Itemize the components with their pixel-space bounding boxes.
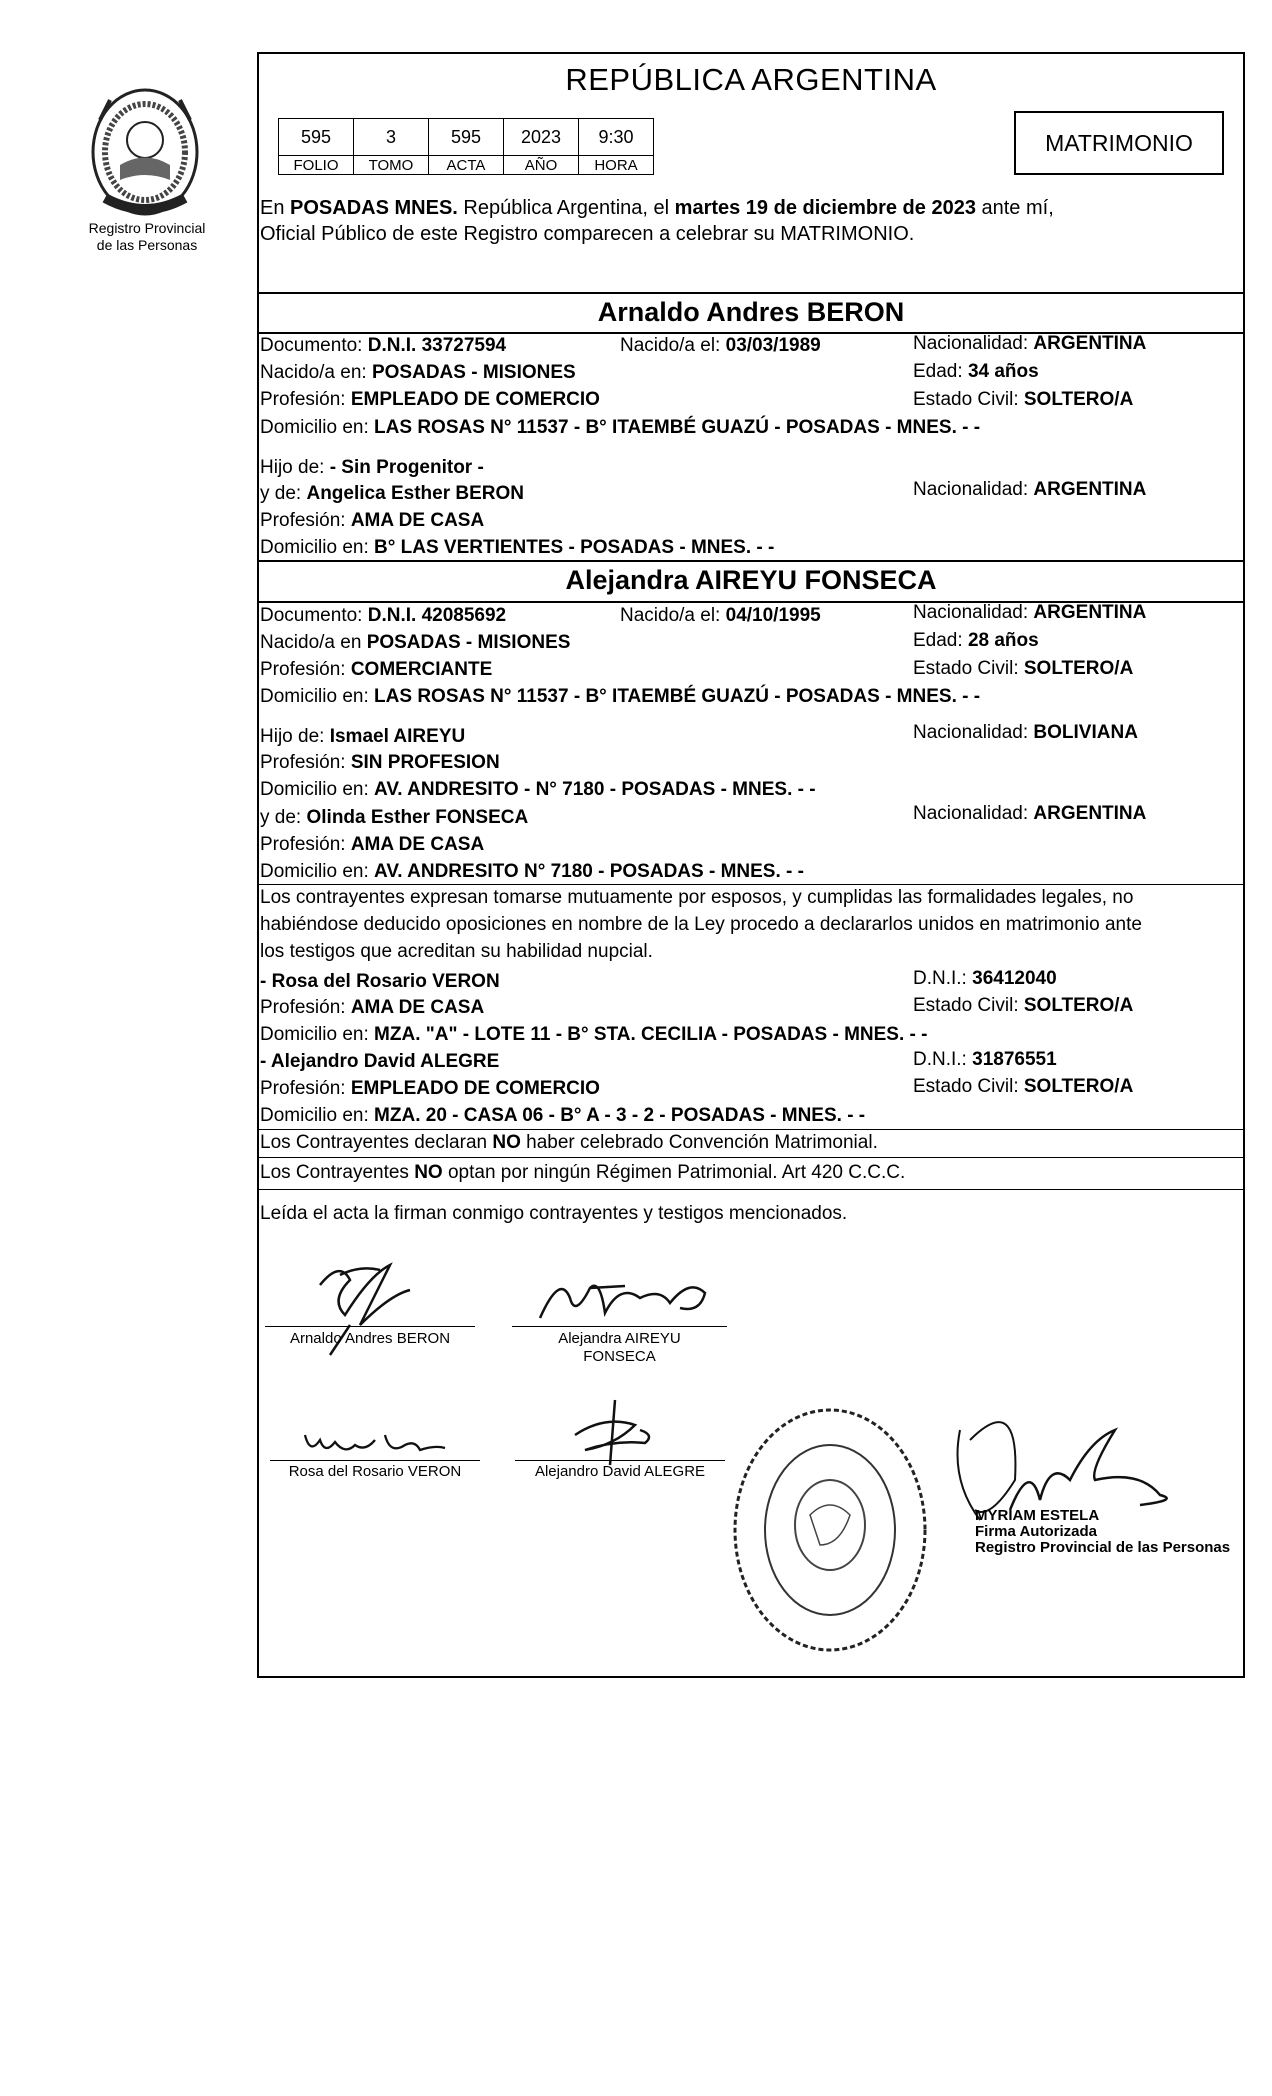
- official-stamp-text: [975, 1508, 1230, 1556]
- tomo-label: TOMO: [354, 156, 429, 175]
- witness2-name: [260, 1050, 499, 1074]
- official-name: MYRIAM ESTELA: [975, 1507, 1100, 1524]
- bride-father-nat: BOLIVIANA: [1033, 722, 1138, 743]
- official-stamp-icon: [730, 1405, 930, 1655]
- act-type-box: [1014, 111, 1224, 175]
- label: Profesión:: [260, 389, 351, 410]
- label: Nacido/a el:: [620, 335, 726, 356]
- label: Estado Civil:: [913, 1076, 1024, 1097]
- groom-age: 34 años: [967, 361, 1039, 382]
- bride-born-in: POSADAS - MISIONES: [366, 632, 571, 653]
- groom-addr: LAS ROSAS N° 11537 - B° ITAEMBÉ GUAZÚ - POSADAS - MNES. - -: [374, 417, 981, 438]
- hora-label: HORA: [579, 156, 654, 175]
- witness1-name: [260, 970, 500, 994]
- declaration-line-2: habiéndose deducido oposiciones en nombre de la Ley procedo a declararlos unidos en matrimonio ante: [260, 914, 1142, 935]
- registry-name: Registro Provincial de las Personas: [88, 220, 206, 253]
- label: Nacionalidad:: [913, 333, 1034, 354]
- witness1-civil: SOLTERO/A: [1023, 995, 1134, 1016]
- label: D.N.I.:: [913, 968, 973, 989]
- groom-civil-line: [913, 388, 1133, 412]
- bride-father-addr-line: [260, 778, 816, 802]
- bride-sig-line2: FONSECA: [583, 1348, 656, 1365]
- witness1-signature-label: Rosa del Rosario VERON: [288, 1463, 462, 1480]
- bride-mother-addr: AV. ANDRESITO N° 7180 - POSADAS - MNES. - -: [374, 861, 804, 882]
- registry-ids-table: [278, 118, 654, 175]
- label: Nacionalidad:: [913, 602, 1034, 623]
- bride-sig-line1: Alejandra AIREYU: [558, 1330, 681, 1347]
- label: Nacionalidad:: [913, 803, 1034, 824]
- bride-name: Alejandra AIREYU FONSECA: [565, 565, 937, 595]
- witness2-name-value: - Alejandro David ALEGRE: [260, 1051, 500, 1072]
- witness2-prof: EMPLEADO DE COMERCIO: [350, 1078, 600, 1099]
- groom-nat-line: [913, 332, 1146, 356]
- label: Profesión:: [260, 1078, 351, 1099]
- groom-prof-line: [260, 388, 600, 412]
- groom-born-on-line: [620, 334, 821, 358]
- groom-mother-prof-line: [260, 509, 484, 533]
- label: Hijo de:: [260, 457, 330, 478]
- label: Domicilio en:: [260, 686, 375, 707]
- groom-mother-line: [260, 482, 524, 506]
- page-title: REPÚBLICA ARGENTINA: [565, 62, 937, 97]
- groom-age-line: [913, 360, 1039, 384]
- anio-value: 2023: [504, 119, 579, 156]
- groom-name: Arnaldo Andres BERON: [597, 297, 905, 327]
- bride-prof-line: [260, 658, 492, 682]
- intro-place: POSADAS MNES.: [290, 197, 458, 219]
- label: Profesión:: [260, 997, 351, 1018]
- regime-text: Los Contrayentes: [260, 1162, 415, 1183]
- label: Domicilio en:: [260, 1105, 375, 1126]
- witness2-dni: 31876551: [972, 1049, 1057, 1070]
- witness2-civil: SOLTERO/A: [1023, 1076, 1134, 1097]
- groom-mother-nat-line: [913, 478, 1146, 502]
- bride-mother-line: [260, 806, 528, 830]
- label: Estado Civil:: [913, 658, 1024, 679]
- bride-age-line: [913, 629, 1039, 653]
- bride-father: Ismael AIREYU: [329, 726, 466, 747]
- regime-text: optan por ningún Régimen Patrimonial. Art 420 C.C.C.: [442, 1162, 906, 1183]
- bride-doc: D.N.I. 42085692: [367, 605, 507, 626]
- groom-signature-label: Arnaldo Andres BERON: [289, 1330, 451, 1347]
- folio-label: FOLIO: [279, 156, 354, 175]
- groom-mother-prof: AMA DE CASA: [350, 510, 485, 531]
- witness1-dni: 36412040: [972, 968, 1057, 989]
- witness1-addr-line: [260, 1023, 927, 1047]
- bride-signature: [530, 1268, 730, 1338]
- regime-text: Los Contrayentes declaran: [260, 1132, 493, 1153]
- anio-label: AÑO: [504, 156, 579, 175]
- closing-text: Leída el acta la firman conmigo contrayentes y testigos mencionados.: [260, 1203, 848, 1224]
- bride-mother: Olinda Esther FONSECA: [306, 807, 529, 828]
- label: Nacido/a en: [260, 632, 367, 653]
- label: Edad:: [913, 630, 968, 651]
- intro-text: República Argentina, el: [457, 197, 675, 219]
- label: Documento:: [260, 605, 368, 626]
- bride-father-nat-line: [913, 721, 1138, 745]
- label: Edad:: [913, 361, 968, 382]
- bride-born-in-line: [260, 631, 570, 655]
- intro-line-1: [260, 196, 1054, 220]
- bride-civil-line: [913, 657, 1133, 681]
- declaration-line-1: Los contrayentes expresan tomarse mutuamente por esposos, y cumplidas las formalidades legales, no: [260, 887, 1134, 908]
- official-office: Registro Provincial de las Personas: [975, 1539, 1231, 1556]
- regime-text: haber celebrado Convención Matrimonial.: [520, 1132, 878, 1153]
- intro-text: ante mí,: [975, 197, 1054, 219]
- label: Profesión:: [260, 510, 351, 531]
- bride-born-on-line: [620, 604, 821, 628]
- bride-addr-line: [260, 685, 980, 709]
- label: y de:: [260, 483, 307, 504]
- bride-father-line: [260, 725, 465, 749]
- bride-mother-addr-line: [260, 860, 804, 884]
- provincial-seal-icon: [80, 80, 210, 220]
- label: Profesión:: [260, 752, 351, 773]
- witness2-addr-line: [260, 1104, 865, 1128]
- witness2-prof-line: [260, 1077, 600, 1101]
- official-signature: [940, 1400, 1220, 1600]
- label: Hijo de:: [260, 726, 330, 747]
- groom-mother-addr: B° LAS VERTIENTES - POSADAS - MNES. - -: [374, 537, 775, 558]
- witness1-civil-line: [913, 994, 1133, 1018]
- label: Domicilio en:: [260, 537, 375, 558]
- acta-label: ACTA: [429, 156, 504, 175]
- regime-no: NO: [492, 1132, 521, 1153]
- witness1-name-value: - Rosa del Rosario VERON: [260, 971, 500, 992]
- bride-mother-nat: ARGENTINA: [1033, 803, 1147, 824]
- label: Estado Civil:: [913, 995, 1024, 1016]
- witness1-addr: MZA. "A" - LOTE 11 - B° STA. CECILIA - POSADAS - MNES. - -: [374, 1024, 928, 1045]
- witness1-dni-line: [913, 967, 1057, 991]
- groom-doc-line: [260, 334, 506, 358]
- groom-signature: [300, 1255, 450, 1365]
- groom-nat: ARGENTINA: [1033, 333, 1147, 354]
- label: Profesión:: [260, 834, 351, 855]
- bride-born-on: 04/10/1995: [725, 605, 821, 626]
- bride-father-addr: AV. ANDRESITO - N° 7180 - POSADAS - MNES. - -: [374, 779, 816, 800]
- bride-doc-line: [260, 604, 506, 628]
- bride-age: 28 años: [967, 630, 1039, 651]
- regime-no: NO: [414, 1162, 443, 1183]
- bride-civil: SOLTERO/A: [1023, 658, 1134, 679]
- bride-father-prof-line: [260, 751, 500, 775]
- declaration-line-3: los testigos que acreditan su habilidad nupcial.: [260, 941, 653, 962]
- label: Domicilio en:: [260, 1024, 375, 1045]
- label: Profesión:: [260, 659, 351, 680]
- groom-addr-line: [260, 416, 980, 440]
- bride-father-prof: SIN PROFESION: [350, 752, 500, 773]
- witness1-prof: AMA DE CASA: [350, 997, 485, 1018]
- label: D.N.I.:: [913, 1049, 973, 1070]
- official-role: Firma Autorizada: [975, 1523, 1097, 1540]
- bride-nat-line: [913, 601, 1146, 625]
- acta-value: 595: [429, 119, 504, 156]
- groom-civil: SOLTERO/A: [1023, 389, 1134, 410]
- intro-line-2: Oficial Público de este Registro comparecen a celebrar su MATRIMONIO.: [260, 223, 915, 245]
- regime-line-1: [260, 1131, 878, 1155]
- bride-addr: LAS ROSAS N° 11537 - B° ITAEMBÉ GUAZÚ - POSADAS - MNES. - -: [374, 686, 981, 707]
- groom-mother: Angelica Esther BERON: [306, 483, 524, 504]
- groom-mother-nat: ARGENTINA: [1033, 479, 1147, 500]
- bride-mother-nat-line: [913, 802, 1146, 826]
- regime-line-2: [260, 1161, 905, 1185]
- label: Domicilio en:: [260, 861, 375, 882]
- witness2-signature: [555, 1395, 695, 1470]
- groom-born-on: 03/03/1989: [725, 335, 821, 356]
- label: Nacionalidad:: [913, 722, 1034, 743]
- groom-born-in-line: [260, 361, 576, 385]
- bride-mother-prof-line: [260, 833, 484, 857]
- intro-text: En: [260, 197, 291, 219]
- groom-born-in: POSADAS - MISIONES: [371, 362, 576, 383]
- intro-date: martes 19 de diciembre de 2023: [674, 197, 976, 219]
- bride-nat: ARGENTINA: [1033, 602, 1147, 623]
- bride-prof: COMERCIANTE: [350, 659, 493, 680]
- witness1-prof-line: [260, 996, 484, 1020]
- hora-value: 9:30: [579, 119, 654, 156]
- bride-mother-prof: AMA DE CASA: [350, 834, 485, 855]
- label: Nacido/a el:: [620, 605, 726, 626]
- label: Documento:: [260, 335, 368, 356]
- groom-doc: D.N.I. 33727594: [367, 335, 507, 356]
- label: Estado Civil:: [913, 389, 1024, 410]
- groom-father: - Sin Progenitor -: [329, 457, 484, 478]
- label: Domicilio en:: [260, 417, 375, 438]
- bride-signature-label: [512, 1330, 727, 1366]
- label: Nacido/a en:: [260, 362, 372, 383]
- tomo-value: 3: [354, 119, 429, 156]
- label: y de:: [260, 807, 307, 828]
- groom-prof: EMPLEADO DE COMERCIO: [350, 389, 600, 410]
- folio-value: 595: [279, 119, 354, 156]
- label: Domicilio en:: [260, 779, 375, 800]
- witness2-addr: MZA. 20 - CASA 06 - B° A - 3 - 2 - POSADAS - MNES. - -: [374, 1105, 866, 1126]
- witness2-dni-line: [913, 1048, 1057, 1072]
- witness2-civil-line: [913, 1075, 1133, 1099]
- groom-mother-addr-line: [260, 536, 774, 560]
- act-type: MATRIMONIO: [1045, 129, 1193, 156]
- label: Nacionalidad:: [913, 479, 1034, 500]
- witness2-signature-label: Alejandro David ALEGRE: [534, 1463, 706, 1480]
- groom-father-line: [260, 456, 484, 480]
